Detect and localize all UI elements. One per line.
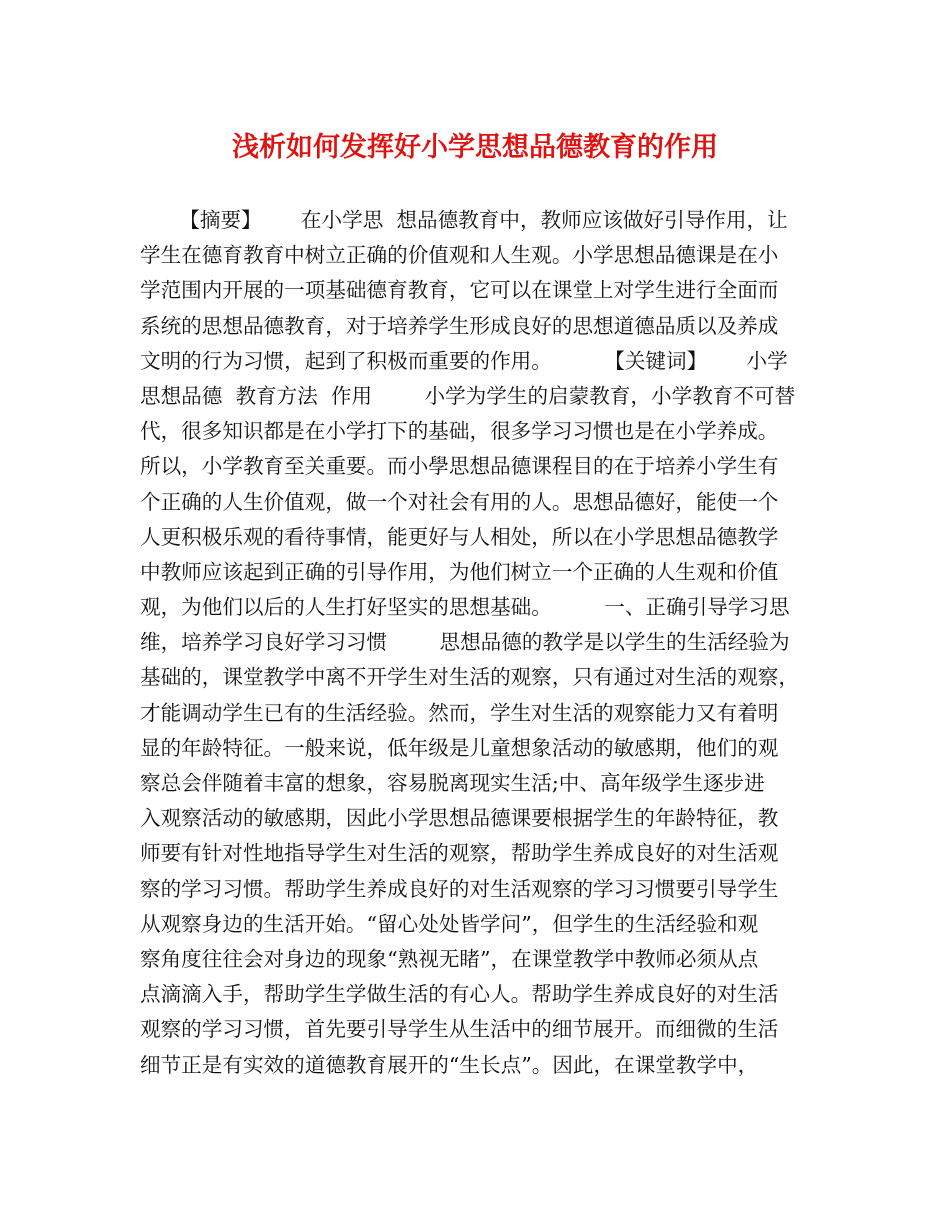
body-line: 代，很多知识都是在小学打下的基础，很多学习习惯也是在小学养成。	[140, 419, 779, 444]
body-line: 入观察活动的敏感期，因此小学思想品德课要根据学生的年龄特征，教	[140, 806, 779, 831]
body-line: 个正确的人生价值观，做一个对社会有用的人。思想品德好，能使一个	[140, 489, 779, 514]
body-line: 察角度往往会对身边的现象“熟视无睹”，在课堂教学中教师必须从点	[140, 946, 759, 971]
body-line: 察总会伴随着丰富的想象，容易脱离现实生活;中、高年级学生逐步进	[140, 771, 765, 795]
body-line: 【摘要】 在小学思 想品德教育中，教师应该做好引导作用，让	[140, 208, 788, 232]
body-line: 师要有针对性地指导学生对生活的观察，帮助学生养成良好的对生活观	[140, 841, 779, 866]
body-line: 点滴滴入手，帮助学生学做生活的有心人。帮助学生养成良好的对生活	[140, 982, 779, 1007]
body-line: 学范围内开展的一项基础德育教育，它可以在课堂上对学生进行全面而	[140, 278, 779, 303]
body-line: 所以，小学教育至关重要。而小學思想品德课程目的在于培养小学生有	[140, 454, 779, 479]
body-line: 维，培养学习良好学习习惯 思想品德的教学是以学生的生活经验为	[140, 630, 790, 655]
body-line: 系统的思想品德教育，对于培养学生形成良好的思想道德品质以及养成	[140, 313, 779, 338]
body-line: 思想品德 教育方法 作用 小学为学生的启蒙教育，小学教育不可替	[140, 383, 796, 408]
body-line: 学生在德育教育中树立正确的价值观和人生观。小学思想品德课是在小	[140, 243, 779, 268]
body-line: 显的年龄特征。一般来说，低年级是儿童想象活动的敏感期，他们的观	[140, 735, 779, 760]
body-line: 察的学习习惯。帮助学生养成良好的对生活观察的学习习惯要引导学生	[140, 876, 779, 901]
body-line: 细节正是有实效的道德教育展开的“生长点”。因此，在课堂教学中，	[140, 1052, 759, 1077]
body-line: 从观察身边的生活开始。“留心处处皆学问”，但学生的生活经验和观	[140, 911, 759, 936]
document-title: 浅析如何发挥好小学思想品德教育的作用	[232, 132, 718, 163]
body-line: 人更积极乐观的看待事情，能更好与人相处，所以在小学思想品德教学	[140, 524, 779, 549]
body-line: 中教师应该起到正确的引导作用，为他们树立一个正确的人生观和价值	[140, 559, 779, 584]
body-line: 观，为他们以后的人生打好坚实的思想基础。 一、正确引导学习思	[140, 595, 790, 620]
document-body	[140, 203, 832, 1083]
body-line: 才能调动学生已有的生活经验。然而，学生对生活的观察能力又有着明	[140, 700, 779, 725]
body-line: 观察的学习习惯，首先要引导学生从生活中的细节展开。而细微的生活	[140, 1017, 779, 1042]
body-line: 文明的行为习惯，起到了积极而重要的作用。 【关键词】 小学	[140, 348, 788, 373]
body-line: 基础的，课堂教学中离不开学生对生活的观察，只有通过对生活的观察，	[140, 665, 799, 690]
